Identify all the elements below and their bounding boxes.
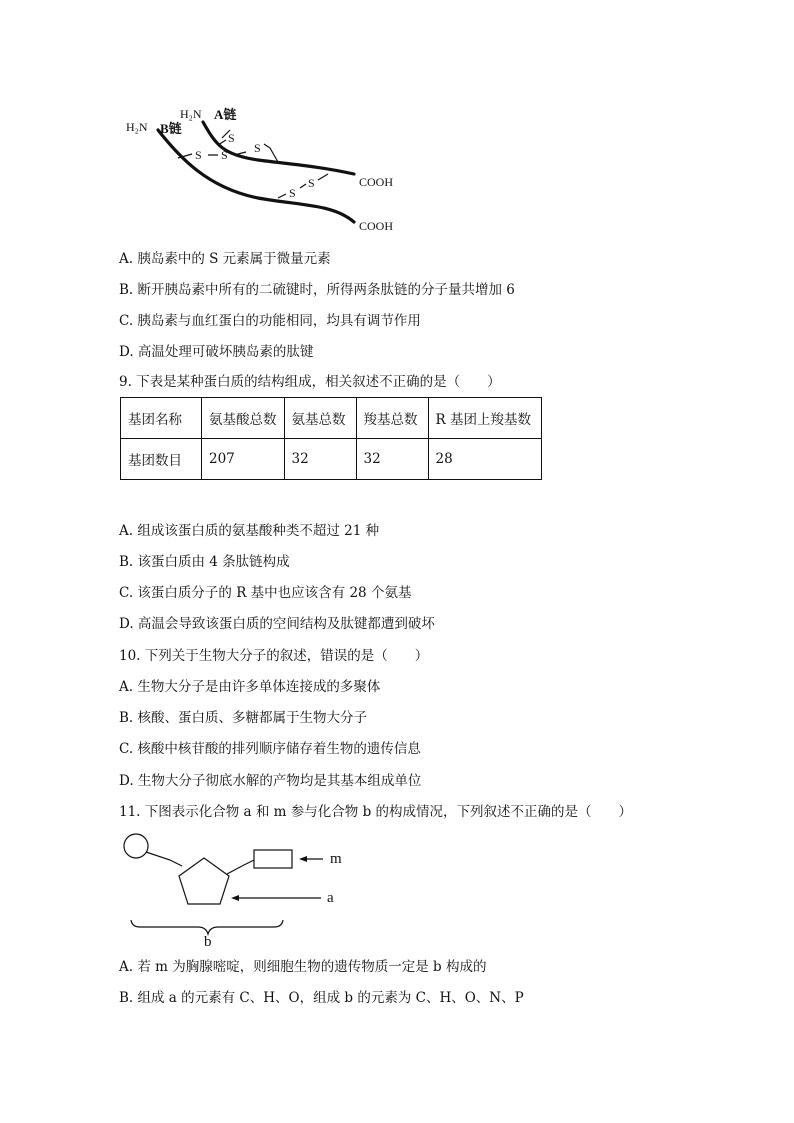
phosphate-circle [124, 834, 148, 858]
b-chain-nh2-label: H₂N [126, 120, 148, 134]
table-header-cell: 氨基总数 [284, 398, 356, 439]
sulfur-label: S [221, 148, 228, 162]
q10-option-a: A. 生物大分子是由许多单体连接成的多聚体 [119, 679, 381, 695]
q9-option-a: A. 组成该蛋白质的氨基酸种类不超过 21 种 [119, 523, 380, 539]
sulfur-label: S [195, 148, 202, 162]
q8-option-b: B. 断开胰岛素中所有的二硫键时，所得两条肽链的分子量共增加 6 [119, 282, 515, 298]
q9-option-d: D. 高温会导致该蛋白质的空间结构及肽键都遭到破坏 [119, 616, 435, 632]
q11-stem: 11. 下图表示化合物 a 和 m 参与化合物 b 的构成情况，下列叙述不正确的是（ ） [119, 804, 632, 820]
sulfur-label: S [254, 141, 261, 155]
table-header-cell: 羧基总数 [356, 398, 428, 439]
table-header-cell: 基团名称 [121, 398, 202, 439]
base-rectangle [254, 850, 292, 868]
table-cell: 基团数目 [121, 439, 202, 480]
q11-option-b: B. 组成 a 的元素有 C、H、O，组成 b 的元素为 C、H、O、N、P [119, 990, 524, 1006]
pentose-pentagon [179, 858, 229, 904]
protein-composition-table [120, 397, 542, 480]
nucleotide-figure [118, 830, 358, 950]
a-chain-nh2-label: H₂N [180, 107, 202, 121]
interchain-disulfide-2 [278, 174, 328, 198]
a-chain-label: A链 [214, 107, 237, 122]
q8-option-d: D. 高温处理可破坏胰岛素的肽键 [119, 344, 314, 360]
q9-option-c: C. 该蛋白质分子的 R 基中也应该含有 28 个氨基 [119, 585, 412, 601]
sulfur-label: S [228, 131, 235, 145]
q8-option-c: C. 胰岛素与血红蛋白的功能相同，均具有调节作用 [119, 313, 421, 329]
insulin-structure-figure [118, 100, 418, 240]
table-cell: 207 [202, 439, 285, 480]
q9-option-b: B. 该蛋白质由 4 条肽链构成 [119, 554, 290, 570]
b-chain-cooh-label: COOH [359, 219, 394, 233]
b-chain-label: B链 [160, 121, 182, 136]
table-cell: 32 [284, 439, 356, 480]
interchain-disulfide-1 [178, 152, 246, 158]
b-label: b [204, 934, 212, 950]
q10-stem: 10. 下列关于生物大分子的叙述，错误的是（ ） [119, 648, 429, 664]
table-row [121, 439, 542, 480]
table-header-row [121, 398, 542, 439]
q10-option-b: B. 核酸、蛋白质、多糖都属于生物大分子 [119, 710, 368, 726]
q9-stem: 9. 下表是某种蛋白质的结构组成，相关叙述不正确的是（ ） [119, 374, 501, 390]
q8-option-a: A. 胰岛素中的 S 元素属于微量元素 [119, 251, 331, 267]
table-header-cell: 氨基酸总数 [202, 398, 285, 439]
sulfur-label: S [289, 186, 296, 200]
table-cell: 32 [356, 439, 428, 480]
q10-option-c: C. 核酸中核苷酸的排列顺序储存着生物的遗传信息 [119, 741, 421, 757]
sulfur-label: S [308, 176, 315, 190]
table-header-cell: R 基团上羧基数 [428, 398, 541, 439]
a-label: a [327, 890, 334, 906]
b-brace [131, 920, 283, 934]
q11-option-a: A. 若 m 为胸腺嘧啶，则细胞生物的遗传物质一定是 b 构成的 [119, 959, 487, 975]
a-chain-cooh-label: COOH [359, 175, 394, 189]
table-cell: 28 [428, 439, 541, 480]
q10-option-d: D. 生物大分子彻底水解的产物均是其基本组成单位 [119, 773, 422, 789]
m-label: m [330, 851, 342, 867]
